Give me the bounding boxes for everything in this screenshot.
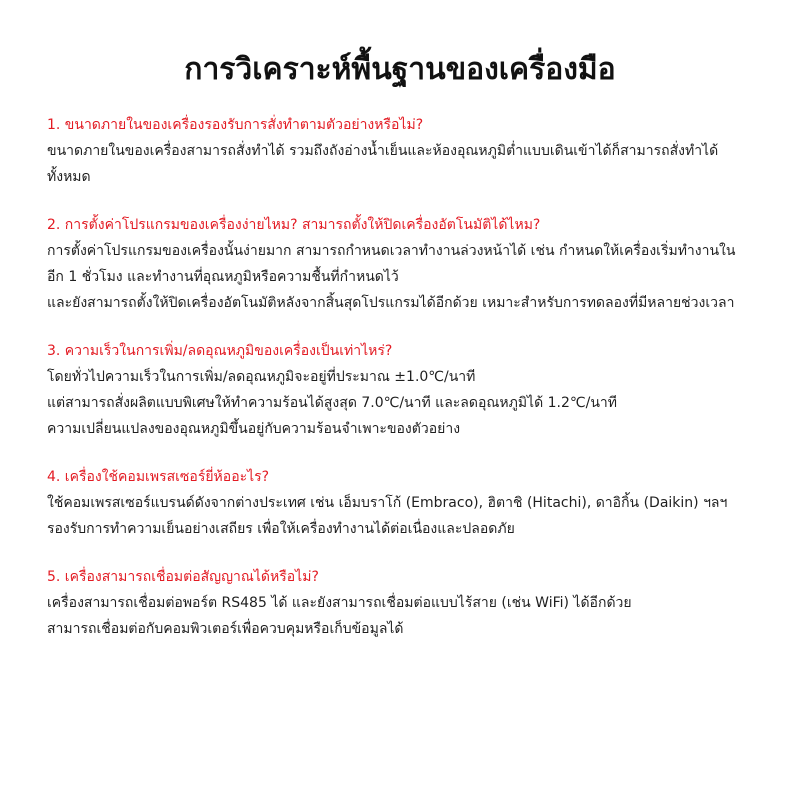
faq-question: 1. ขนาดภายในของเครื่องรองรับการสั่งทำตามตัวอย่างหรือไม่? xyxy=(47,117,424,133)
answer-line: โดยทั่วไปความเร็วในการเพิ่ม/ลดอุณหภูมิจะอยู่ที่ประมาณ ±1.0℃/นาที xyxy=(47,369,476,385)
answer-line: สามารถเชื่อมต่อกับคอมพิวเตอร์เพื่อควบคุมหรือเก็บข้อมูลได้ xyxy=(47,621,404,637)
answer-line: ทั้งหมด xyxy=(47,169,91,185)
faq-question: 5. เครื่องสามารถเชื่อมต่อสัญญาณได้หรือไม่? xyxy=(47,569,319,585)
answer-line: เครื่องสามารถเชื่อมต่อพอร์ต RS485 ได้ และยังสามารถเชื่อมต่อแบบไร้สาย (เช่น WiFi) ได้อีกด้วย xyxy=(47,595,632,611)
faq-answer xyxy=(47,364,767,442)
faq-answer xyxy=(47,490,767,542)
faq-answer xyxy=(47,590,767,642)
answer-line: ใช้คอมเพรสเซอร์แบรนด์ดังจากต่างประเทศ เช่น เอ็มบราโก้ (Embraco), ฮิตาชิ (Hitachi), ดาอิกิ้น (Daikin) ฯลฯ xyxy=(47,495,728,511)
answer-line: รองรับการทำความเย็นอย่างเสถียร เพื่อให้เครื่องทำงานได้ต่อเนื่องและปลอดภัย xyxy=(47,521,515,537)
answer-line: ขนาดภายในของเครื่องสามารถสั่งทำได้ รวมถึงถังอ่างน้ำเย็นและห้องอุณหภูมิต่ำแบบเดินเข้าได้ก็สามารถสั่งทำได้ xyxy=(47,143,719,159)
answer-line: และยังสามารถตั้งให้ปิดเครื่องอัตโนมัติหลังจากสิ้นสุดโปรแกรมได้อีกด้วย เหมาะสำหรับการทดลองที่มีหลายช่วงเวลา xyxy=(47,295,735,311)
faq-item-2 xyxy=(47,212,767,316)
answer-line: การตั้งค่าโปรแกรมของเครื่องนั้นง่ายมาก สามารถกำหนดเวลาทำงานล่วงหน้าได้ เช่น กำหนดให้เครื่องเริ่มทำงานใน xyxy=(47,243,736,259)
faq-item-4 xyxy=(47,464,767,542)
faq-question: 2. การตั้งค่าโปรแกรมของเครื่องง่ายไหม? สามารถตั้งให้ปิดเครื่องอัตโนมัติได้ไหม? xyxy=(47,217,541,233)
faq-item-5 xyxy=(47,564,767,642)
page-title: การวิเคราะห์พื้นฐานของเครื่องมือ xyxy=(184,52,616,87)
faq-question: 3. ความเร็วในการเพิ่ม/ลดอุณหภูมิของเครื่องเป็นเท่าไหร่? xyxy=(47,343,393,359)
faq-item-3 xyxy=(47,338,767,442)
faq-list xyxy=(47,112,767,664)
faq-answer xyxy=(47,138,767,190)
faq-item-1 xyxy=(47,112,767,190)
answer-line: อีก 1 ชั่วโมง และทำงานที่อุณหภูมิหรือความชื้นที่กำหนดไว้ xyxy=(47,269,399,285)
answer-line: ความเปลี่ยนแปลงของอุณหภูมิขึ้นอยู่กับความร้อนจำเพาะของตัวอย่าง xyxy=(47,421,461,437)
faq-question: 4. เครื่องใช้คอมเพรสเซอร์ยี่ห้ออะไร? xyxy=(47,469,270,485)
faq-answer xyxy=(47,238,767,316)
answer-line: แต่สามารถสั่งผลิตแบบพิเศษให้ทำความร้อนได้สูงสุด 7.0℃/นาที และลดอุณหภูมิได้ 1.2℃/นาที xyxy=(47,395,617,411)
